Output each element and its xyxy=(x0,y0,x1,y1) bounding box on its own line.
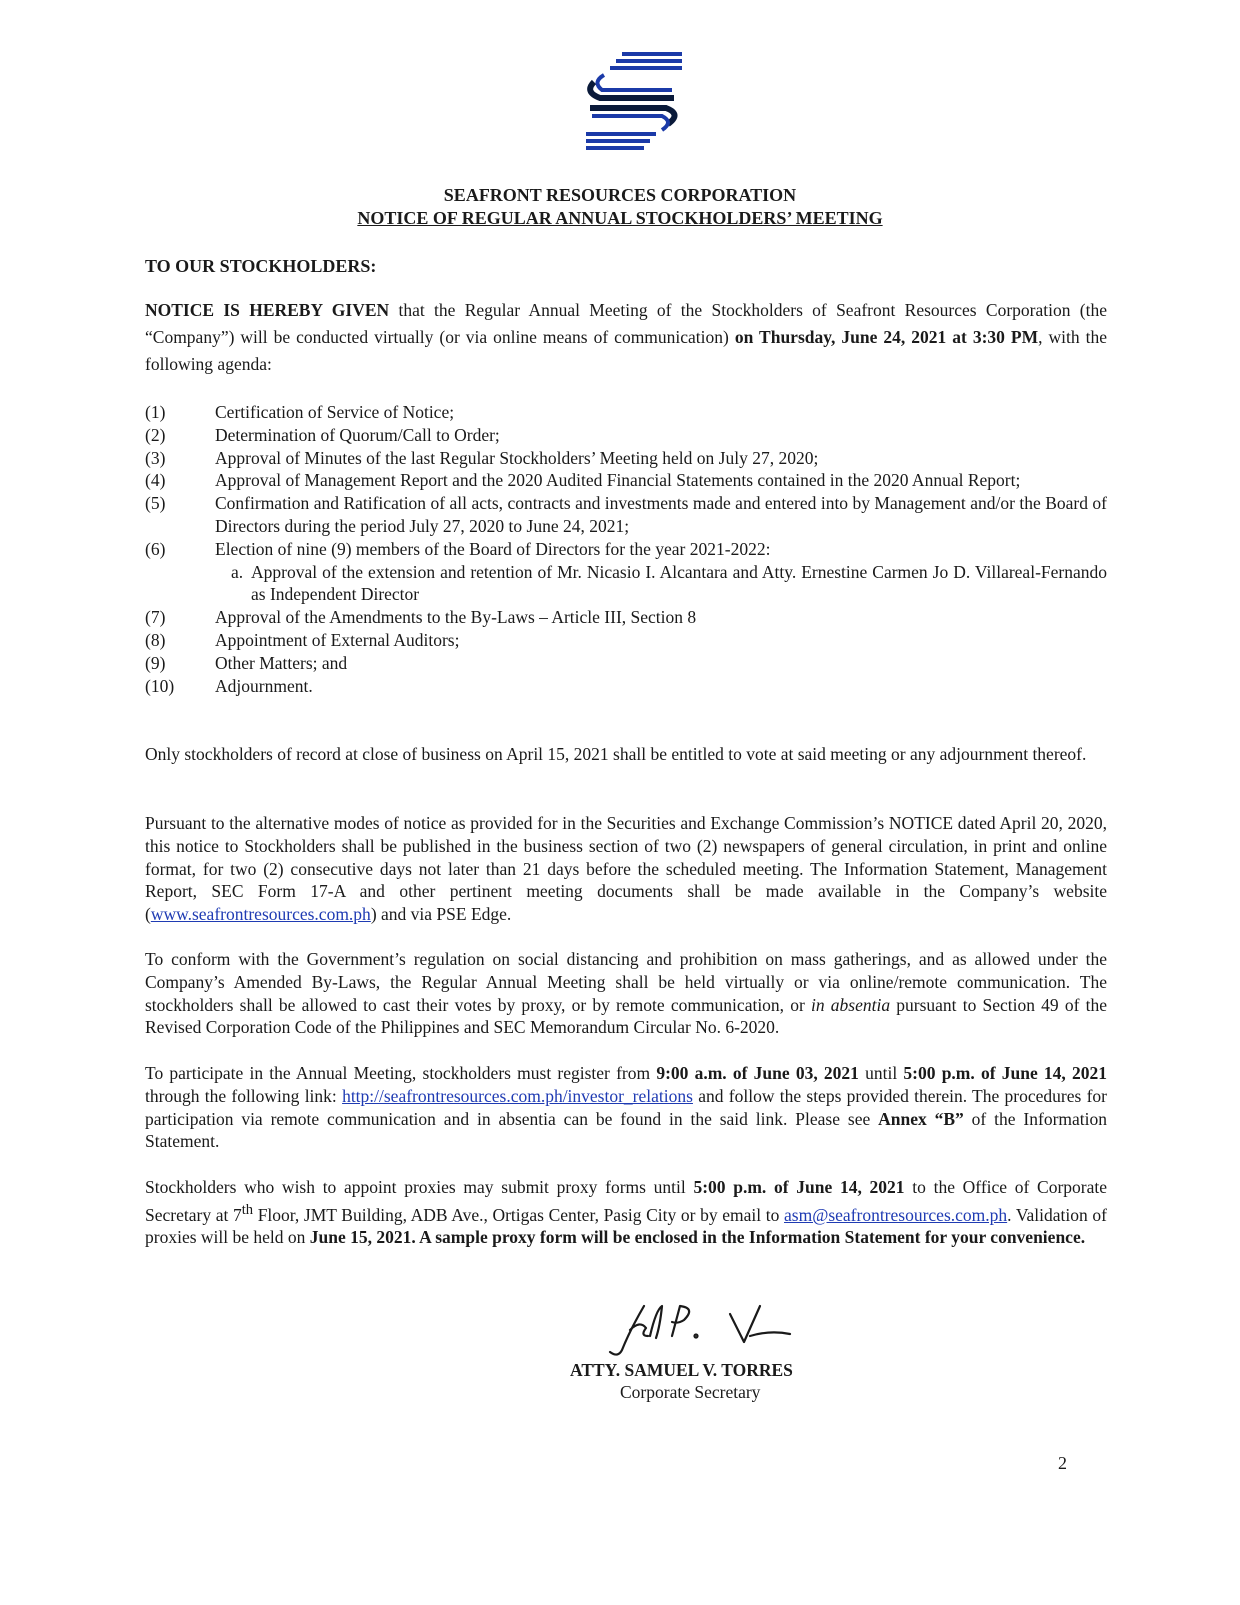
proxies-paragraph: Stockholders who wish to appoint proxies may submit proxy forms until 5:00 p.m. of June 14, 2021 to the Office of Corporate Secretary at 7th Floor, JMT Building, ADB Ave., Ortigas Center, Pasig City or by email to asm@seafrontresources.com.ph. Validation of proxies will be held on June 15, 2021. A sample proxy form will be enclosed in the Information Statement for your convenience. xyxy=(145,1177,1107,1248)
agenda-subitem: a. Approval of the extension and retention of Mr. Nicasio I. Alcantara and Atty. Ernestine Carmen Jo D. Villareal-Fernando as Independent Director xyxy=(231,561,1107,605)
pursuant-paragraph: Pursuant to the alternative modes of notice as provided for in the Securities and Exchange Commission’s NOTICE dated April 20, 2020, this notice to Stockholders shall be published in the business section of two (2) newspapers of general circulation, in print and online format, for two (2) consecutive days not later than 21 days before the scheduled meeting. The Information Statement, Management Report, SEC Form 17-A and other pertinent meeting documents shall be made available in the Company’s website (www.seafrontresources.com.ph) and via PSE Edge. xyxy=(145,813,1107,925)
intro-lead: NOTICE IS HEREBY GIVEN xyxy=(145,300,390,320)
meeting-datetime: on Thursday, June 24, 2021 at 3:30 PM xyxy=(734,327,1039,347)
page-number: 2 xyxy=(1058,1453,1067,1473)
agenda-item: (9) Other Matters; and xyxy=(145,652,348,673)
conform-paragraph: To conform with the Government’s regulation on social distancing and prohibition on mass gatherings, and as allowed under the Company’s Amended By-Laws, the Regular Annual Meeting shall be held virtually or via online/remote communication. The stockholders shall be allowed to cast their votes by proxy, or by remote communication, or in absentia pursuant to Section 49 of the Revised Corporation Code of the Philippines and SEC Memorandum Circular No. 6-2020. xyxy=(145,949,1107,1038)
salutation: TO OUR STOCKHOLDERS: xyxy=(145,256,377,276)
agenda-item: (5) Confirmation and Ratification of all acts, contracts and investments made and entered into by Management and/or the Board of Directors during the period July 27, 2020 to June 24, 2021; xyxy=(145,493,1107,536)
agenda-item: (2) Determination of Quorum/Call to Order; xyxy=(145,424,500,445)
signatory-title: Corporate Secretary xyxy=(620,1382,761,1402)
signature xyxy=(600,1300,820,1360)
intro-paragraph: NOTICE IS HEREBY GIVEN that the Regular Annual Meeting of the Stockholders of Seafront Resources Corporation (the “Company”) will be conducted virtually (or via online means of communication) on Thursday, June 24, 2021 at 3:30 PM, with the following agenda: xyxy=(145,300,1107,374)
agenda-item: (10) Adjournment. xyxy=(145,675,313,696)
website-link[interactable]: www.seafrontresources.com.ph xyxy=(150,904,371,925)
record-date-paragraph: Only stockholders of record at close of business on April 15, 2021 shall be entitled to vote at said meeting or any adjournment thereof. xyxy=(145,744,1087,764)
agenda-item: (7) Approval of the Amendments to the By-Laws – Article III, Section 8 xyxy=(145,607,697,628)
notice-title: NOTICE OF REGULAR ANNUAL STOCKHOLDERS’ MEETING xyxy=(357,208,883,228)
agenda-item: (6) Election of nine (9) members of the Board of Directors for the year 2021-2022: xyxy=(145,538,771,559)
investor-relations-link[interactable]: http://seafrontresources.com.ph/investor_relations xyxy=(342,1085,693,1106)
agenda-item: (1) Certification of Service of Notice; xyxy=(145,402,455,422)
email-link[interactable]: asm@seafrontresources.com.ph xyxy=(784,1204,1008,1225)
participate-paragraph: To participate in the Annual Meeting, stockholders must register from 9:00 a.m. of June 03, 2021 until 5:00 p.m. of June 14, 2021 through the following link: http://seafrontresources.com.ph/investor_relations and follow the steps provided therein. The procedures for participation via remote communication and in absentia can be found in the said link. Please see Annex “B” of the Information Statement. xyxy=(145,1063,1108,1152)
agenda-item: (3) Approval of Minutes of the last Regular Stockholders’ Meeting held on July 27, 2020; xyxy=(145,447,819,468)
agenda-item: (8) Appointment of External Auditors; xyxy=(145,629,460,650)
company-name: SEAFRONT RESOURCES CORPORATION xyxy=(443,185,797,205)
agenda-list xyxy=(145,401,1107,697)
company-logo xyxy=(582,50,684,152)
signatory-name: ATTY. SAMUEL V. TORRES xyxy=(570,1360,793,1380)
agenda-item: (4) Approval of Management Report and the 2020 Audited Financial Statements contained in the 2020 Annual Report; xyxy=(145,470,1021,491)
